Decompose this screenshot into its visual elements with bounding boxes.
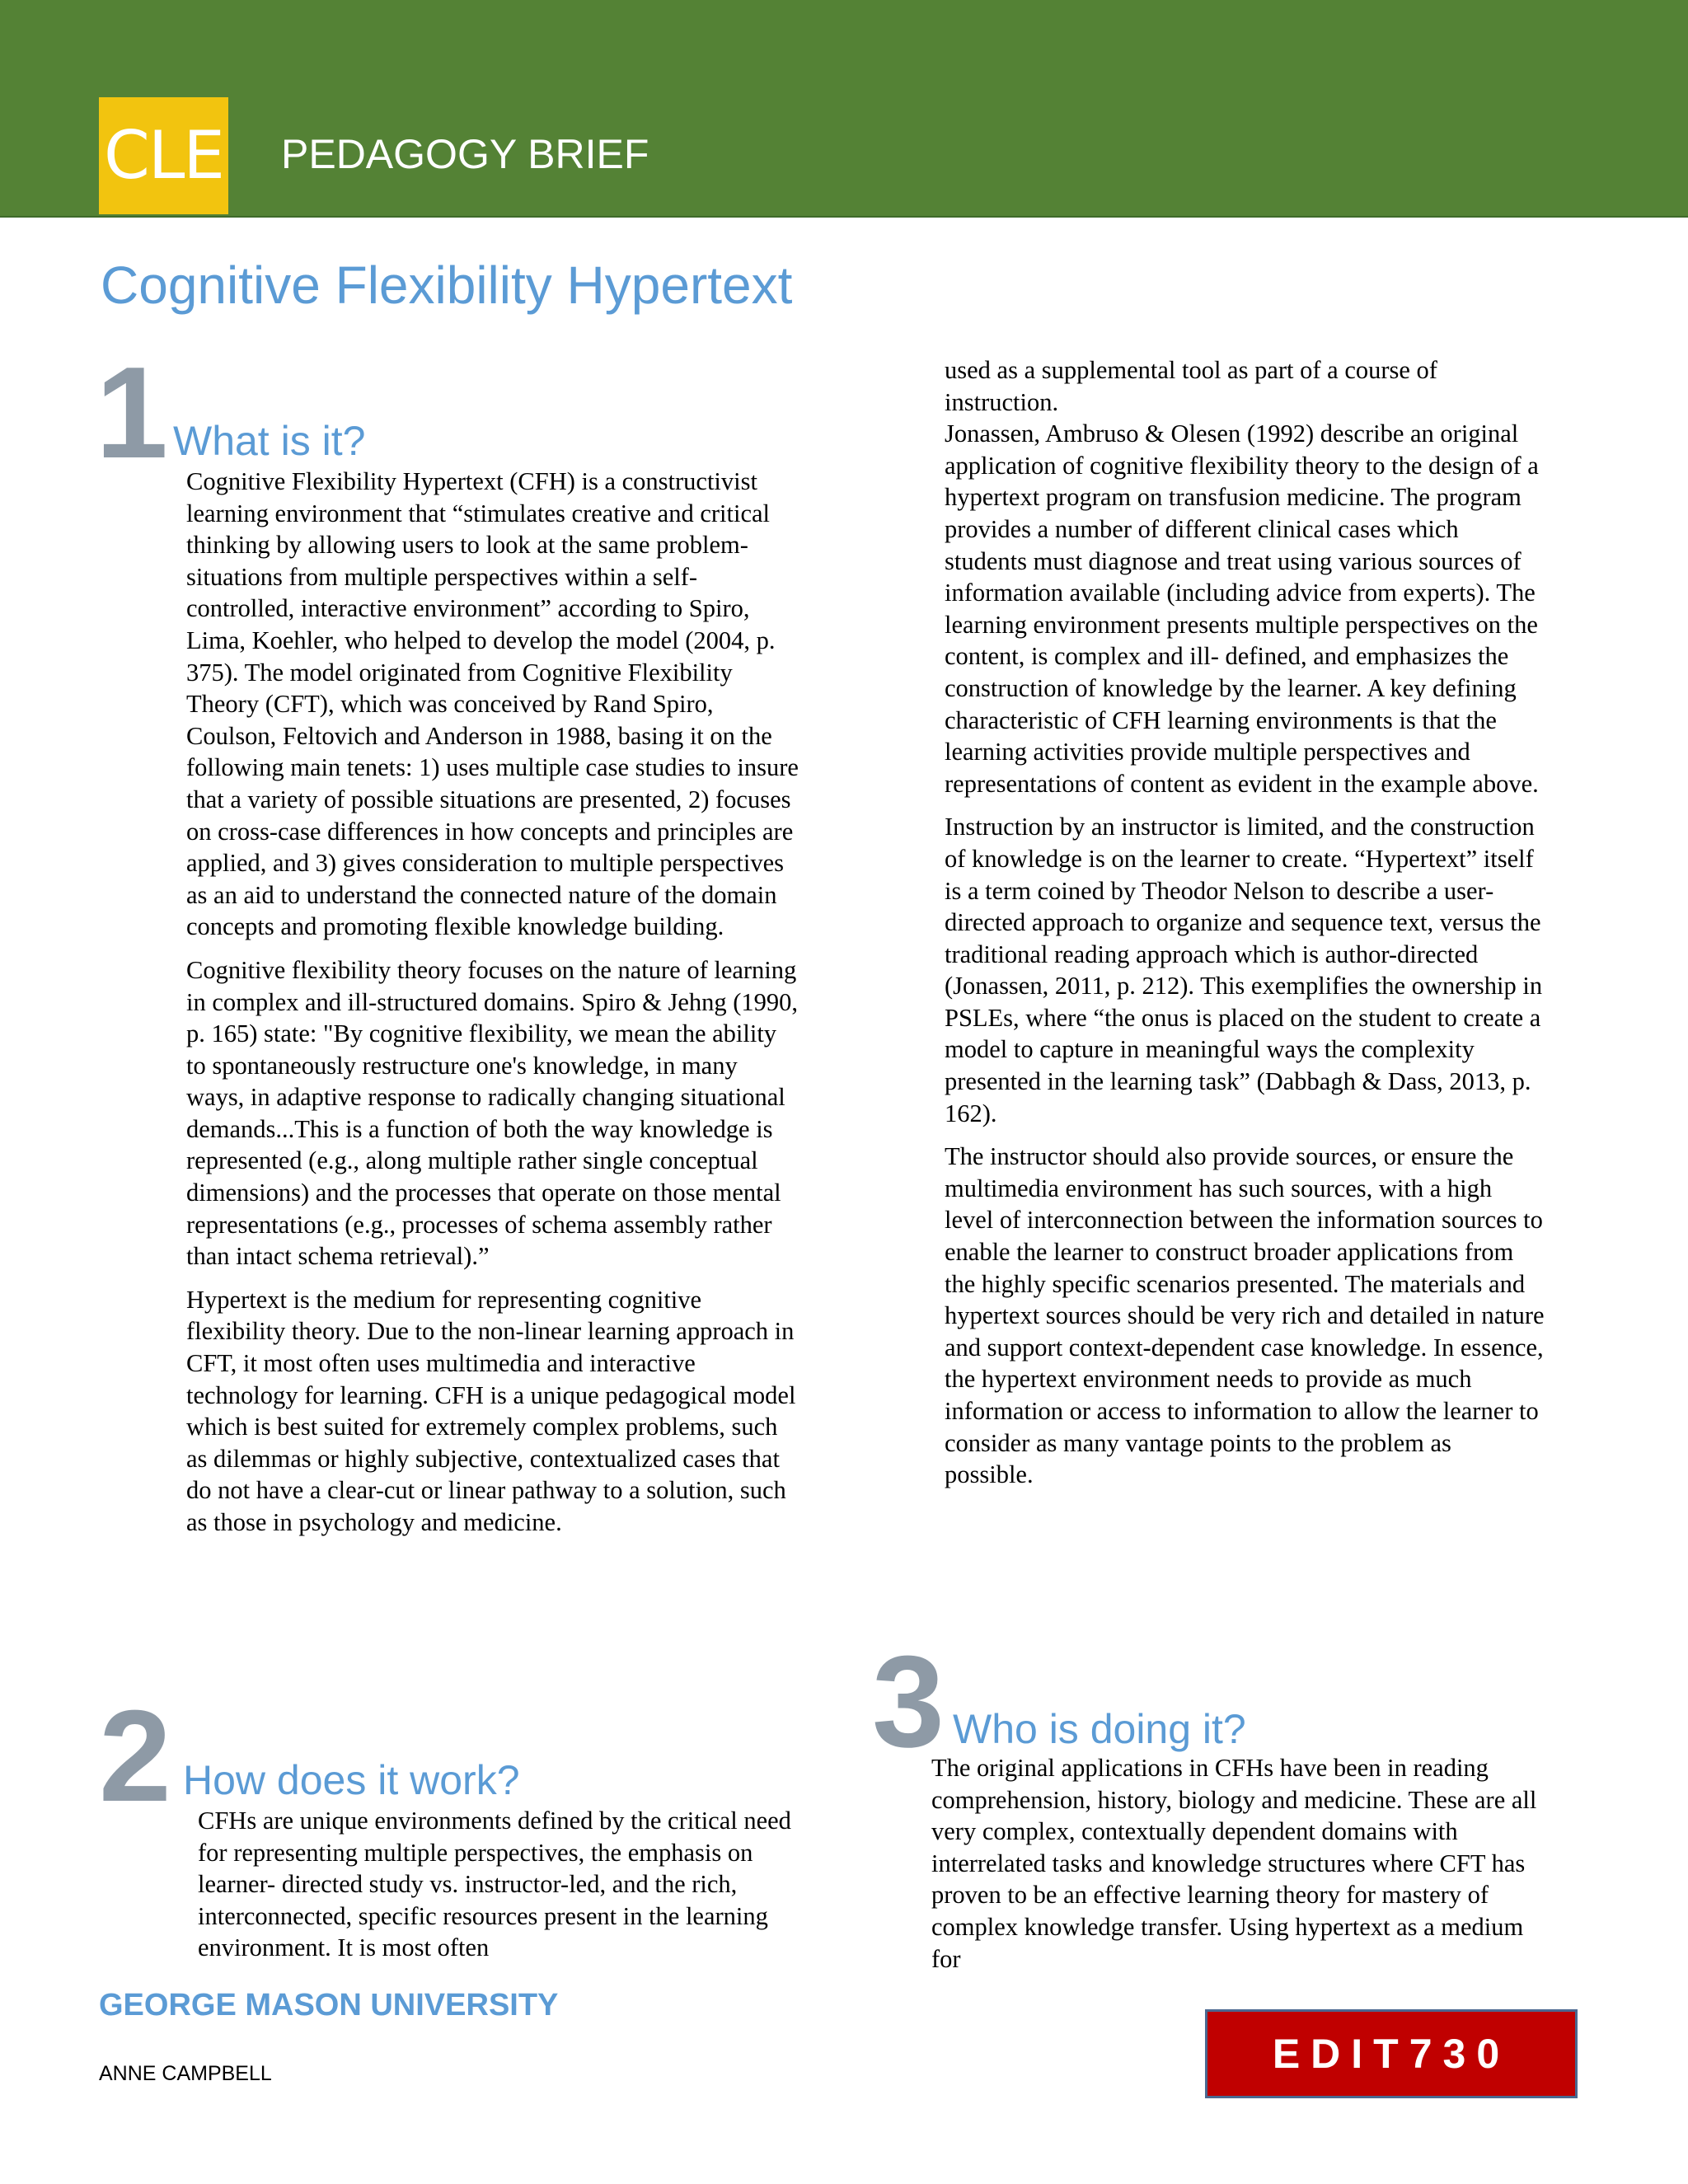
cle-logo: CLE — [99, 97, 228, 214]
section-2-paragraph: CFHs are unique environments defined by the critical need for representing multiple perspectives, the emphasis on learner- directed study vs. instructor-led, and the rich, interconnected, specific resources present in the learning environment. It is most often — [198, 1807, 791, 1962]
continuation-paragraph: Instruction by an instructor is limited, and the construction of knowledge is on the learner to create. “Hypertext” itself is a term coined by Theodor Nelson to describe a user-directed approach to organize and sequence text, versus the traditional reading approach which is author-directed (Jonassen, 2011, p. 212). This exemplifies the ownership in PSLEs, where “the onus is placed on the student to create a model to capture in meaningful ways the complexity presented in the learning task” (Dabbagh & Dass, 2013, p. 162). — [945, 813, 1543, 1127]
university-name: GEORGE MASON UNIVERSITY — [99, 1988, 559, 2022]
section-3-body — [931, 1752, 1545, 1986]
section-1-paragraph: Cognitive flexibility theory focuses on the nature of learning in complex and ill-structured domains. Spiro & Jehng (1990, p. 165) state: "By cognitive flexibility, we mean the ability to spontaneously restructure one's knowledge, in many ways, in adaptive response to radically changing situational demands...This is a function of both the way knowledge is represented (e.g., along multiple rather single conceptual dimensions) and the processes that operate on those mental representations (e.g., processes of schema assembly rather than intact schema retrieval).” — [186, 955, 799, 1271]
course-badge: EDIT730 — [1205, 2009, 1578, 2098]
right-column-continuation — [945, 354, 1545, 1502]
continuation-paragraph: used as a supplemental tool as part of a course of instruction. Jonassen, Ambruso & Olesen (1992) describe an original application of cognitive flexibility theory to the design of a hypertext program on transfusion medicine. The program provides a number of different clinical cases which students must diagnose and treat using various sources of information available (including advice from experts). The learning environment presents multiple perspectives on the content, is complex and ill- defined, and emphasizes the construction of knowledge by the learner. A key defining characteristic of CFH learning environments is that the learning activities provide multiple perspectives and representations of content as evident in the example above. — [945, 356, 1539, 798]
section-1-paragraph: Hypertext is the medium for representing cognitive flexibility theory. Due to the non-linear learning approach in CFT, it most often uses multimedia and interactive technology for learning. CFH is a unique pedagogical model which is best suited for extremely complex problems, such as dilemmas or highly subjective, contextualized cases that do not have a clear-cut or linear pathway to a solution, such as those in psychology and medicine. — [186, 1285, 796, 1536]
section-heading-2: How does it work? — [183, 1757, 520, 1803]
section-1-paragraph: Cognitive Flexibility Hypertext (CFH) is a constructivist learning environment that “stimulates creative and critical thinking by allowing users to look at the same problem-situations from multiple perspectives within a self-controlled, interactive environment” according to Spiro, Lima, Koehler, who helped to develop the model (2004, p. 375). The model originated from Cognitive Flexibility Theory (CFT), which was conceived by Rand Spiro, Coulson, Feltovich and Anderson in 1988, basing it on the following main tenets: 1) uses multiple case studies to insure that a variety of possible situations are presented, 2) focuses on cross-case differences in how concepts and principles are applied, and 3) gives consideration to multiple perspectives as an aid to understand the connected nature of the domain concepts and promoting flexible knowledge building. — [186, 467, 799, 941]
section-number-1: 1 — [96, 340, 163, 485]
header-label: PEDAGOGY BRIEF — [281, 131, 649, 177]
author-name: ANNE CAMPBELL — [99, 2062, 272, 2085]
section-2-body — [198, 1805, 808, 1975]
section-number-2: 2 — [99, 1684, 166, 1829]
section-heading-3: Who is doing it? — [953, 1706, 1246, 1752]
section-3-paragraph: The original applications in CFHs have been in reading comprehension, history, biology and medicine. These are all very complex, contextually dependent domains with interrelated tasks and knowledge structures where CFT has proven to be an effective learning theory for mastery of complex knowledge transfer. Using hypertext as a medium for — [931, 1754, 1537, 1973]
section-number-3: 3 — [872, 1629, 940, 1774]
continuation-paragraph: The instructor should also provide sources, or ensure the multimedia environment has such sources, with a high level of interconnection between the information sources to enable the learner to construct broader applications from the highly specific scenarios presented. The materials and hypertext sources should be very rich and detailed in nature and support context-dependent case knowledge. In essence, the hypertext environment needs to provide as much information or access to information to allow the learner to consider as many vantage points to the problem as possible. — [945, 1142, 1545, 1489]
section-1-body — [186, 466, 801, 1550]
header-banner — [0, 0, 1688, 218]
section-heading-1: What is it? — [173, 418, 366, 464]
page-title: Cognitive Flexibility Hypertext — [101, 255, 793, 315]
